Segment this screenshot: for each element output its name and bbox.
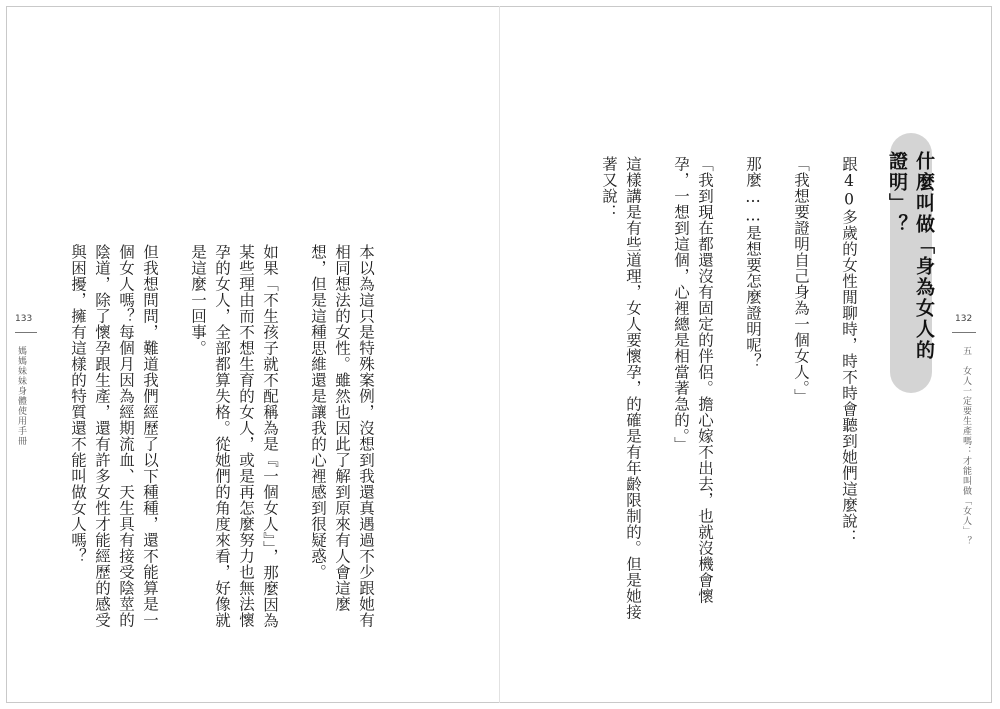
running-header: 五 女人一定要生產嗎：才能叫做「女人」？ <box>961 346 971 546</box>
right-page-body <box>600 156 885 631</box>
paragraph: 那麼……是想要怎麼證明呢？ <box>744 156 762 369</box>
page-number-rule <box>15 332 37 333</box>
paragraph: 「我到現在都還沒有固定的伴侶。擔心嫁不出去，也就沒機會懷孕，一想到這個，心裡總是相當著急的。」 <box>672 156 714 604</box>
section-title <box>886 133 935 393</box>
paragraph: 本以為這只是特殊案例，沒想到我還真遇過不少跟她有相同想法的女性。雖然也因此了解到原來有人會這麼想，但是這種思維還是讓我的心裡感到很疑惑。 <box>309 244 375 628</box>
paragraph: 如果「不生孩子就不配稱為是『一個女人』」，那麼因為某些理由而不想生育的女人，或是再怎麼努力也無法懷孕的女人，全部都算失格。從她們的角度來看，好像就是這麼一回事。 <box>189 244 279 629</box>
section-title-text: 什麼叫做「身為女人的證明」？ <box>886 151 935 361</box>
right-page <box>500 6 992 703</box>
paragraph: 「我想要證明自己身為一個女人。」 <box>792 156 810 405</box>
paragraph: 這樣講是有些道理，女人要懷孕，的確是有年齡限制的。但是她接著又說： <box>600 156 642 620</box>
left-page-body <box>62 244 402 629</box>
left-page <box>7 6 499 703</box>
paragraph: 跟40多歲的女性閒聊時，時不時會聽到她們這麼說： <box>840 156 858 545</box>
page-number: 133 <box>15 314 33 324</box>
page-number: 132 <box>955 314 973 324</box>
running-header: 媽媽妹妹身體使用手冊 <box>16 346 26 446</box>
page-number-rule <box>952 332 976 333</box>
paragraph: 但我想問問，難道我們經歷了以下種種，還不能算是一個女人嗎？每個月因為經期流血、天生具有接受陰莖的陰道，除了懷孕跟生產，還有許多女性才能經歷的感受與困擾，擁有這樣的特質還不能叫做女人嗎？ <box>69 244 159 628</box>
